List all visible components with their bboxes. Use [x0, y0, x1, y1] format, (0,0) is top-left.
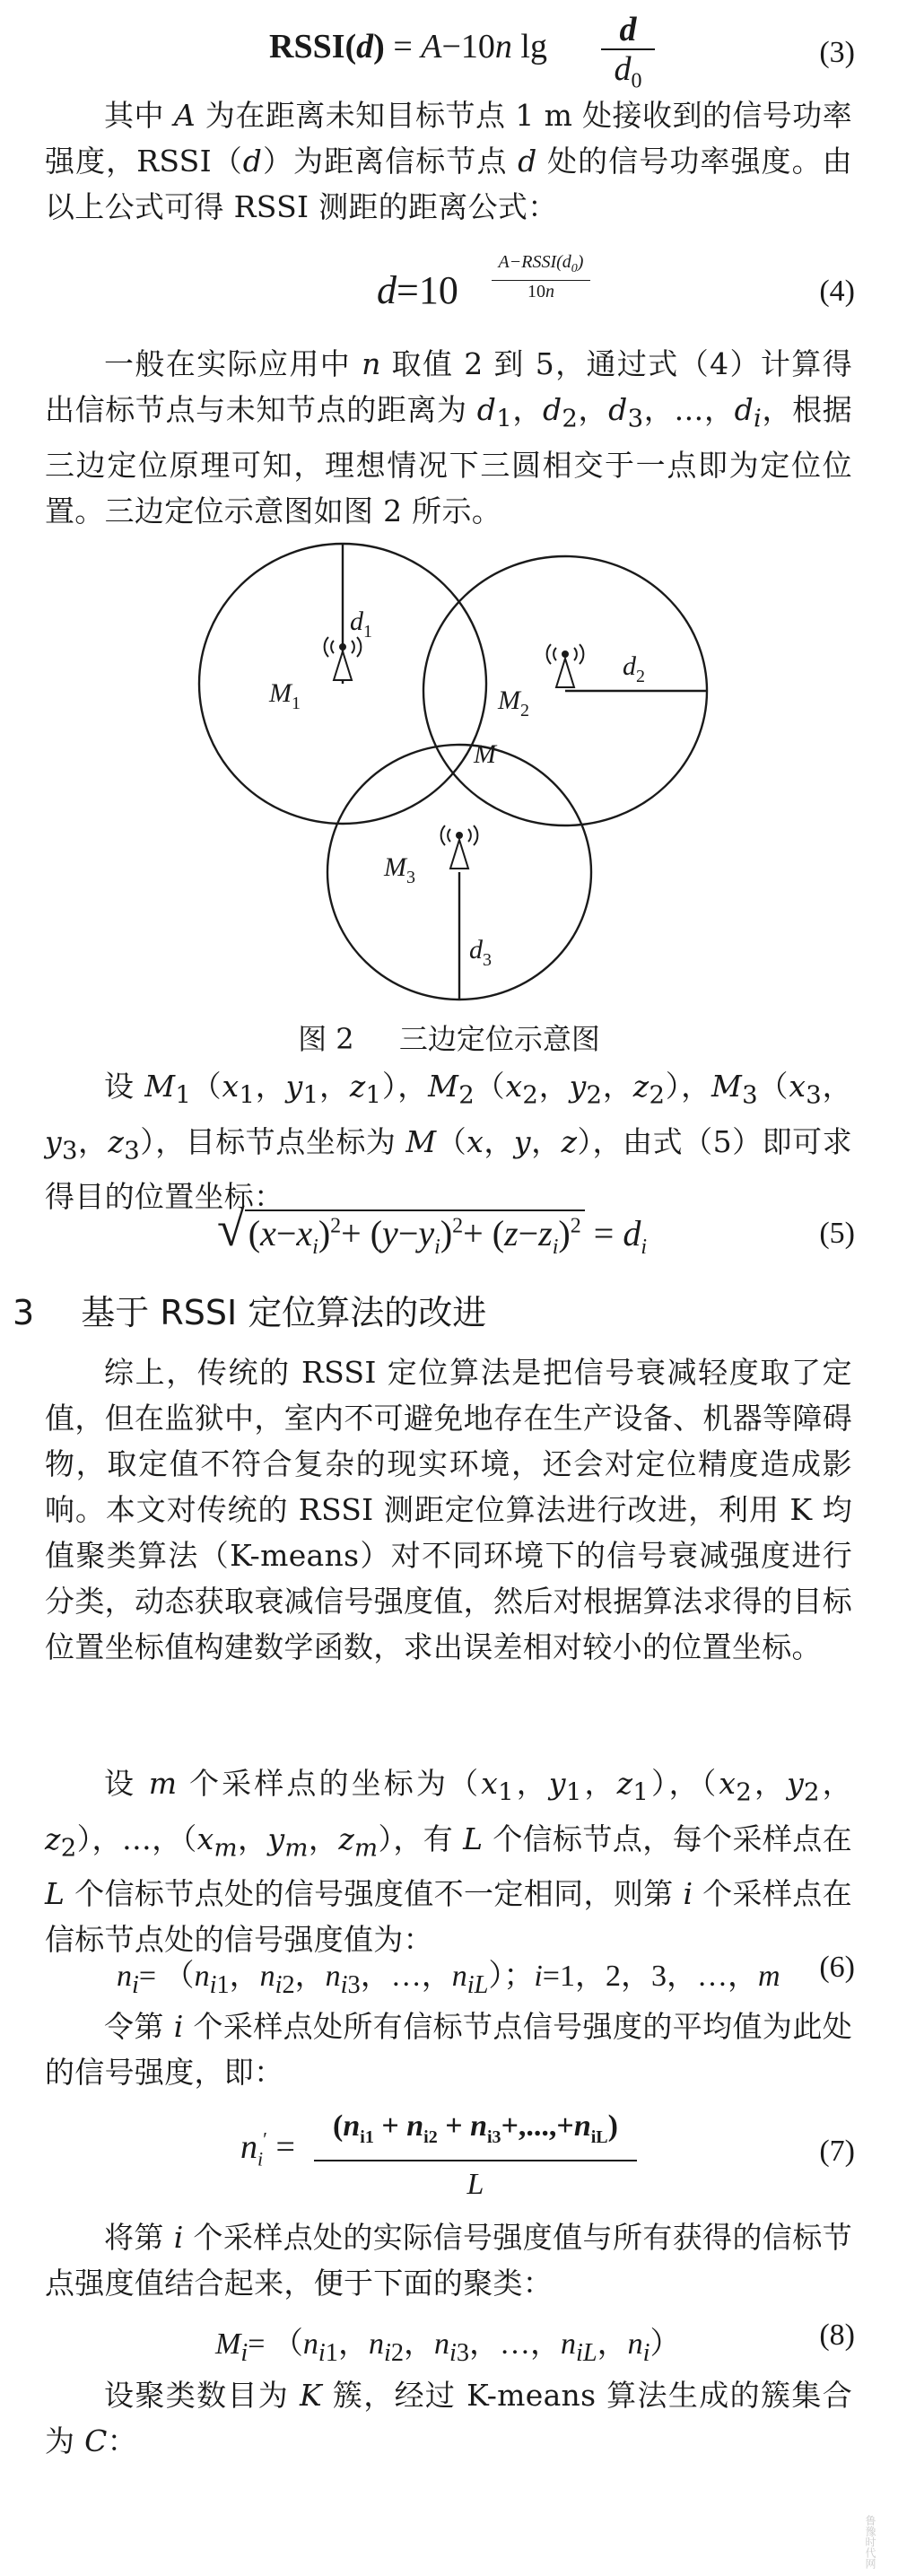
figure-caption-label: 图 2: [298, 1022, 354, 1056]
equation-4-body: d=10: [377, 268, 458, 312]
equation-4-exponent: $A-RSSI(d_0)$ 10n: [492, 251, 590, 302]
equation-7-number: (7): [819, 2135, 855, 2168]
trilateration-figure: [0, 538, 898, 1005]
equation-3-number: (3): [819, 36, 855, 69]
figure-caption: [0, 1017, 898, 1058]
label-m: M: [474, 739, 496, 769]
equation-6-body: $n_i= (n_{i1}$，$n_{i2}$，$n_{i3}$，…，$n_{iL}$）；i=1，2，3，…，m: [117, 1960, 780, 1999]
antenna-icon-m3: [441, 825, 478, 869]
label-d1: $d_1$: [350, 607, 372, 642]
section-title: 基于 RSSI 定位算法的改进: [81, 1293, 487, 1332]
equation-8-number: (8): [819, 2318, 855, 2352]
equation-3: [0, 11, 898, 93]
label-m3: $M_3$: [384, 852, 415, 887]
figure-caption-text: 三边定位示意图: [398, 1022, 600, 1056]
equation-8-body: $M_i= (n_{i1}$，$n_{i2}$，$n_{i3}$，…，$n_{iL}$，$n_i$）: [215, 2327, 681, 2367]
paragraph-1: 其中 A 为在距离未知目标节点 1 m 处接收到的信号功率强度，RSSI（d）为距离信标节点 d 处的信号功率强度。由以上公式可得 RSSI 测距的距离公式：: [45, 98, 853, 224]
equation-5-number: (5): [819, 1217, 855, 1250]
label-d2: $d_2$: [623, 651, 645, 686]
paragraph-8: 设聚类数目为 K 簇，经过 K-means 算法生成的簇集合为 C：: [45, 2378, 853, 2458]
equation-7-lhs: $n_i'$ =: [240, 2127, 295, 2170]
equation-5-body: √ $(x-x_i)^2+ (y-y_i)^2+ (z-z_i)^2 = d_i$: [217, 1201, 647, 1259]
label-m1: $M_1$: [269, 678, 301, 713]
equation-8: [0, 2315, 898, 2367]
equation-6-number: (6): [819, 1951, 855, 1984]
equation-6: [0, 1947, 898, 1999]
paragraph-7: 将第 i 个采样点处的实际信号强度值与所有获得的信标节点强度值结合起来，便于下面的聚类：: [45, 2220, 853, 2301]
antenna-icon-m1: [325, 637, 362, 680]
label-m2: $M_2$: [498, 685, 529, 720]
equation-5: [0, 1195, 898, 1267]
paragraph-6: 令第 i 个采样点处所有信标节点信号强度的平均值为此处的信号强度，即：: [45, 2009, 853, 2090]
paragraph-2: 一般在实际应用中 n 取值 2 到 5，通过式（4）计算得出信标节点与未知节点的距离为 $d_1$，$d_2$，$d_3$，…，$d_i$，根据三边定位原理可知，理想情况下三圆相交于一点即为定位位置。三边定位示意图如图 2 所示。: [45, 346, 852, 528]
equation-3-fraction: d $d_0$: [601, 11, 655, 100]
antenna-icon-m2: [547, 644, 584, 687]
section-heading: [13, 1285, 486, 1334]
section-number: 3: [13, 1293, 35, 1332]
equation-4: [0, 231, 898, 330]
equation-3-body: RSSI(d) = A−10n lg: [269, 28, 547, 65]
equation-7-fraction: $(n_{i1} + n_{i2} + n_{i3}+,...,+n_{iL})$ L: [314, 2104, 637, 2208]
label-d3: $d_3$: [469, 935, 492, 970]
paragraph-3: 设 $M_1(x_1$，$y_1$，$z_1$），$M_2(x_2$，$y_2$，$z_2$），$M_3(x_3$，$y_3$，$z_3$），目标节点坐标为 M（x，y，z），由式（5）即可求得目的位置坐标：: [45, 1069, 852, 1215]
paragraph-5: 设 m 个采样点的坐标为（$x_1$，$y_1$，$z_1$），（$x_2$，$y_2$，$z_2$），…，（$x_m$，$y_m$，$z_m$），有 L 个信标节点，每个采样点在 L 个信标节点处的信号强度值不一定相同，则第 i 个采样点在信标节点处的信号强度值为：: [45, 1766, 852, 1958]
equation-4-number: (4): [819, 275, 855, 308]
paragraph-4: 综上，传统的 RSSI 定位算法是把信号衰减轻度取了定值，但在监狱中，室内不可避免地存在生产设备、机器等障碍物，取定值不符合复杂的现实环境，还会对定位精度造成影响。本文对传统的 RSSI 测距定位算法进行改进，利用 K 均值聚类算法（K-means）对不同环境下的信号衰减强度进行分类，动态获取衰减信号强度值，然后对根据算法求得的目标位置坐标值构建数学函数，求出误差相对较小的位置坐标。: [45, 1355, 852, 1664]
watermark: 鲁豫时代网: [864, 2515, 876, 2569]
equation-7: [0, 2104, 898, 2212]
